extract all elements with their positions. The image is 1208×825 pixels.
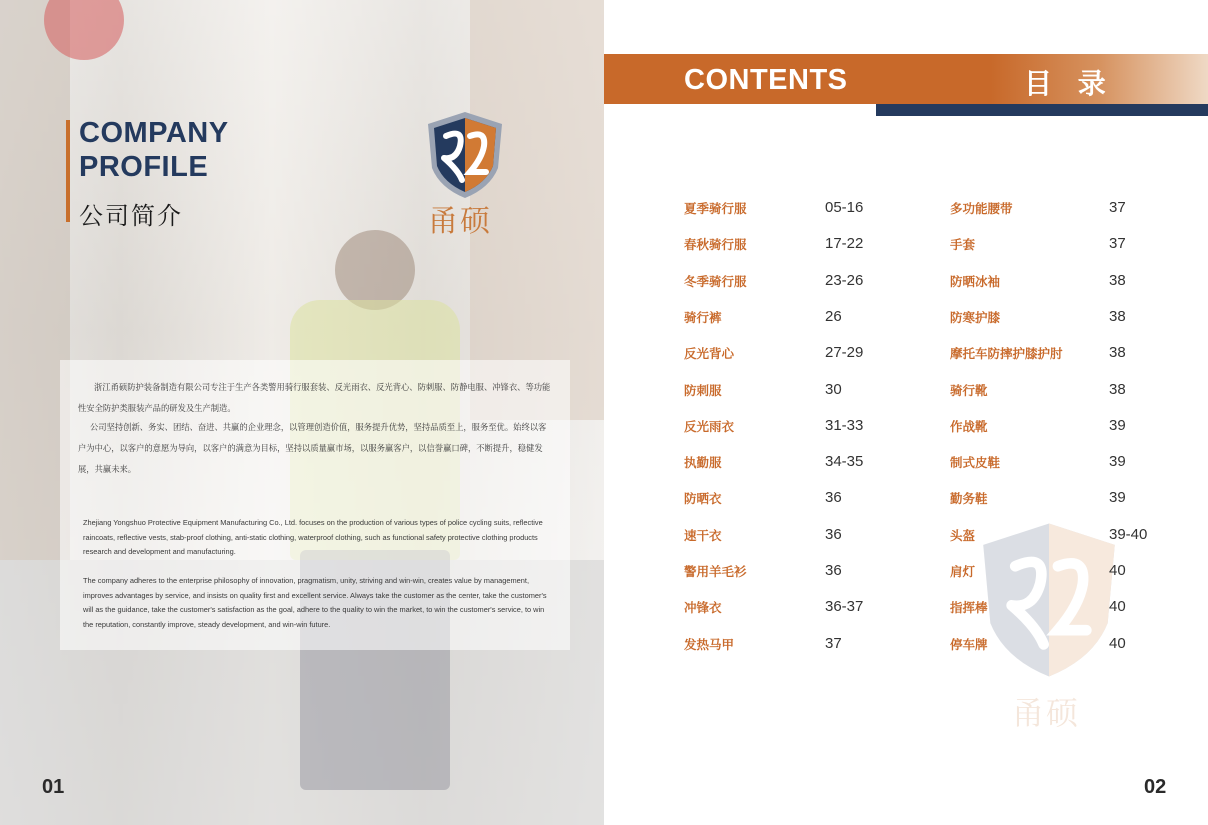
contents-title-cn: 目 录 [1024, 67, 1114, 100]
toc-entry[interactable] [950, 235, 1169, 255]
toc-entry[interactable] [950, 489, 1169, 509]
toc-entry-page: 34-35 [825, 453, 864, 470]
toc-entry-title: 骑行裤 [684, 310, 722, 325]
toc-entry[interactable] [950, 199, 1169, 219]
toc-entry[interactable] [684, 308, 885, 328]
toc-entry[interactable] [950, 635, 1169, 655]
toc-entry-page: 36 [825, 562, 842, 579]
toc-entry-page: 36 [825, 526, 842, 543]
toc-entry-title: 制式皮鞋 [950, 455, 1001, 470]
toc-entry-page: 38 [1109, 308, 1126, 325]
toc-entry-title: 防刺服 [684, 383, 722, 398]
toc-entry-title: 摩托车防摔护膝护肘 [950, 346, 1063, 361]
toc-entry-page: 39 [1109, 417, 1126, 434]
toc-entry[interactable] [684, 453, 885, 473]
toc-entry-page: 38 [1109, 272, 1126, 289]
toc-entry[interactable] [684, 489, 885, 509]
toc-entry-title: 反光背心 [684, 346, 735, 361]
toc-entry-page: 37 [825, 635, 842, 652]
toc-entry[interactable] [950, 526, 1169, 546]
toc-entry-page: 31-33 [825, 417, 864, 434]
toc-entry[interactable] [684, 526, 885, 546]
toc-entry[interactable] [950, 417, 1169, 437]
toc-entry-page: 23-26 [825, 272, 864, 289]
toc-entry-title: 骑行靴 [950, 383, 988, 398]
toc-entry-title: 手套 [950, 237, 976, 252]
toc-entry-title: 防寒护膝 [950, 310, 1001, 325]
intro-paragraph-en-1: Zhejiang Yongshuo Protective Equipment Manufacturing Co., Ltd. focuses on the production of various types of police cycling suits, reflective raincoats, reflective vests, stab-proof clothing, anti-static clothing, waterproof clothing, such as functional safety protective clothing products research and development and manufacturing. [83, 518, 543, 557]
contents-header-underline [876, 104, 1208, 116]
toc-entry-title: 肩灯 [950, 564, 976, 579]
title-accent-bar [66, 120, 70, 222]
toc-entry-page: 39 [1109, 453, 1126, 470]
toc-entry-title: 冲锋衣 [684, 600, 722, 615]
company-profile-title [79, 116, 229, 184]
toc-entry-title: 头盔 [950, 528, 976, 543]
toc-entry-page: 05-16 [825, 199, 864, 216]
toc-entry-title: 勤务鞋 [950, 491, 988, 506]
toc-entry[interactable] [684, 272, 885, 292]
toc-entry-page: 40 [1109, 562, 1126, 579]
logo-text: 甬硕 [428, 204, 492, 239]
toc-entry-page: 17-22 [825, 235, 864, 252]
toc-entry-title: 执勤服 [684, 455, 722, 470]
toc-entry-title: 指挥棒 [950, 600, 988, 615]
toc-entry-page: 27-29 [825, 344, 864, 361]
intro-paragraph-cn-1: 浙江甬硕防护装备制造有限公司专注于生产各类警用骑行服套装、反光雨衣、反光背心、防刺服、防静电服、冲锋衣、等功能性安全防护类服装产品的研发及生产制造。 [78, 382, 551, 413]
toc-entry[interactable] [950, 598, 1169, 618]
toc-entry-page: 38 [1109, 344, 1126, 361]
toc-entry-title: 发热马甲 [684, 637, 735, 652]
toc-entry[interactable] [684, 598, 885, 618]
toc-entry-page: 37 [1109, 235, 1126, 252]
page-number: 02 [1144, 776, 1167, 798]
officer-figure [335, 230, 415, 310]
page-number: 01 [42, 776, 65, 798]
toc-entry[interactable] [684, 635, 885, 655]
title-line-2: PROFILE [79, 151, 209, 183]
toc-entry-title: 作战靴 [950, 419, 988, 434]
toc-entry[interactable] [950, 562, 1169, 582]
toc-entry-page: 30 [825, 381, 842, 398]
toc-entry-title: 夏季骑行服 [684, 201, 747, 216]
toc-entry[interactable] [950, 272, 1169, 292]
toc-entry-title: 警用羊毛衫 [684, 564, 747, 579]
toc-entry-title: 冬季骑行服 [684, 274, 747, 289]
toc-entry-title: 反光雨衣 [684, 419, 735, 434]
toc-entry-title: 春秋骑行服 [684, 237, 747, 252]
toc-entry[interactable] [950, 344, 1169, 364]
toc-entry-page: 37 [1109, 199, 1126, 216]
toc-entry-title: 速干衣 [684, 528, 722, 543]
contents-title: CONTENTS [684, 64, 848, 96]
toc-entry-title: 防晒冰袖 [950, 274, 1001, 289]
right-page [604, 0, 1208, 825]
toc-entry-title: 防晒衣 [684, 491, 722, 506]
title-line-1: COMPANY [79, 117, 229, 149]
toc-entry[interactable] [684, 199, 885, 219]
toc-entry[interactable] [950, 381, 1169, 401]
toc-entry-page: 40 [1109, 635, 1126, 652]
shield-logo-icon [424, 110, 506, 200]
company-profile-title-cn: 公司简介 [79, 202, 183, 230]
toc-entry-page: 40 [1109, 598, 1126, 615]
toc-entry-title: 停车牌 [950, 637, 988, 652]
toc-entry[interactable] [684, 235, 885, 255]
toc-entry[interactable] [684, 344, 885, 364]
toc-entry[interactable] [950, 453, 1169, 473]
intro-paragraph-en-2: The company adheres to the enterprise philosophy of innovation, pragmatism, unity, striving and win-win, creates value by management, improves advantages by service, and insists on quality first and excellent service. Always take the customer as the center, take the customer's will as the guidance, take the customer's satisfaction as the goal, adhere to the quality to win the market, to win the customer's service, to win the reputation, constantly improve, steady development, and win-win future. [83, 576, 547, 629]
toc-entry[interactable] [684, 417, 885, 437]
toc-entry[interactable] [684, 381, 885, 401]
toc-entry[interactable] [950, 308, 1169, 328]
watermark-text: 甬硕 [1012, 694, 1081, 732]
toc-entry-page: 39 [1109, 489, 1126, 506]
toc-entry-title: 多功能腰带 [950, 201, 1013, 216]
intro-paragraph-cn-2: 公司坚持创新、务实、团结、奋进、共赢的企业理念，以管理创造价值，服务提升优势，坚持品质至上，服务至优。始终以客户为中心，以客户的意愿为导向，以客户的满意为目标，坚持以质量赢市场，以服务赢客户，以信誉赢口碑，不断提升，稳健发展，共赢未来。 [78, 422, 547, 474]
toc-entry-page: 26 [825, 308, 842, 325]
toc-entry-page: 39-40 [1109, 526, 1148, 543]
toc-entry[interactable] [684, 562, 885, 582]
toc-entry-page: 36-37 [825, 598, 864, 615]
toc-entry-page: 38 [1109, 381, 1126, 398]
toc-entry-page: 36 [825, 489, 842, 506]
